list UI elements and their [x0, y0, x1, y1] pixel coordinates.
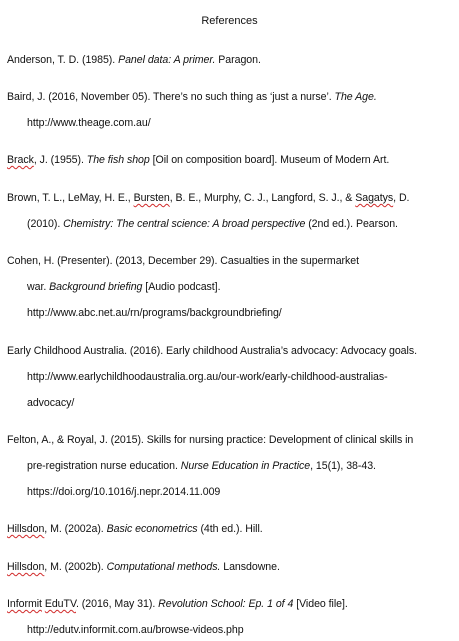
reference-text: Paragon.: [215, 54, 261, 66]
reference-line: [27, 486, 220, 499]
reference-text: (2nd ed.). Pearson.: [305, 218, 398, 230]
reference-line: [27, 371, 388, 384]
reference-text: Anderson, T. D. (1985).: [7, 54, 119, 66]
reference-text: http://edutv.informit.com.au/browse-videos.php: [27, 624, 244, 636]
reference-line: [7, 192, 409, 205]
italic-title-text: Nurse Education in Practice: [180, 460, 311, 472]
reference-text: (4th ed.). Hill.: [197, 523, 263, 535]
italic-title-text: Chemistry: The central science: A broad perspective: [63, 218, 306, 230]
flagged-word: Hillsdon: [7, 561, 45, 573]
reference-text: . (2016, May 31).: [76, 598, 159, 610]
italic-title-text: The Age.: [334, 91, 377, 103]
flagged-word: Brack: [7, 154, 34, 166]
reference-line: [7, 255, 359, 268]
reference-text: , M. (2002b).: [44, 561, 107, 573]
reference-line: [7, 345, 417, 358]
flagged-word: Bursten: [133, 192, 170, 204]
reference-line: [7, 154, 389, 167]
flagged-word: EduTV: [44, 598, 76, 610]
reference-text: Felton, A., & Royal, J. (2015). Skills for nursing practice: Development of clinical skills in: [7, 434, 414, 446]
reference-line: [27, 460, 376, 473]
reference-line: [27, 307, 282, 320]
reference-text: , B. E., Murphy, C. J., Langford, S. J., &: [169, 192, 356, 204]
reference-text: http://www.abc.net.au/rn/programs/backgroundbriefing/: [27, 307, 282, 319]
page-title: References: [201, 15, 258, 27]
reference-text: http://www.theage.com.au/: [27, 117, 151, 129]
reference-line: [27, 624, 244, 637]
reference-line: [27, 281, 220, 294]
reference-text: [Audio podcast].: [142, 281, 221, 293]
reference-text: [Video file].: [293, 598, 348, 610]
reference-text: [Oil on composition board]. Museum of Modern Art.: [149, 154, 390, 166]
reference-line: [7, 523, 263, 536]
italic-title-text: Computational methods.: [106, 561, 221, 573]
reference-text: , M. (2002a).: [44, 523, 107, 535]
reference-text: https://doi.org/10.1016/j.nepr.2014.11.009: [27, 486, 221, 498]
reference-text: war.: [27, 281, 50, 293]
reference-text: (2010).: [27, 218, 64, 230]
reference-line: [27, 218, 398, 231]
reference-line: [7, 91, 377, 104]
reference-text: , D.: [393, 192, 410, 204]
reference-line: [27, 397, 74, 410]
reference-line: [7, 598, 348, 611]
reference-text: Baird, J. (2016, November 05). There’s no such thing as ‘just a nurse’.: [7, 91, 335, 103]
italic-title-text: Basic econometrics: [106, 523, 198, 535]
italic-title-text: The fish shop: [86, 154, 150, 166]
flagged-word: Informit: [7, 598, 42, 610]
reference-text: , 15(1), 38-43.: [310, 460, 376, 472]
reference-text: Cohen, H. (Presenter). (2013, December 29). Casualties in the supermarket: [7, 255, 359, 267]
flagged-word: Sagatys: [355, 192, 394, 204]
reference-text: Lansdowne.: [220, 561, 280, 573]
reference-line: [7, 561, 280, 574]
reference-line: [27, 117, 151, 130]
reference-text: Brown, T. L., LeMay, H. E.,: [7, 192, 134, 204]
reference-text: advocacy/: [27, 397, 75, 409]
reference-text: http://www.earlychildhoodaustralia.org.au/our-work/early-childhood-australias-: [27, 371, 388, 383]
reference-line: [7, 434, 413, 447]
reference-text: , J. (1955).: [33, 154, 87, 166]
reference-text: pre-registration nurse education.: [27, 460, 181, 472]
italic-title-text: Revolution School: Ep. 1 of 4: [158, 598, 294, 610]
reference-text: Early Childhood Australia. (2016). Early childhood Australia’s advocacy: Advocacy goals.: [7, 345, 417, 357]
reference-line: [7, 54, 261, 67]
italic-title-text: Panel data: A primer.: [118, 54, 216, 66]
flagged-word: Hillsdon: [7, 523, 45, 535]
italic-title-text: Background briefing: [49, 281, 143, 293]
